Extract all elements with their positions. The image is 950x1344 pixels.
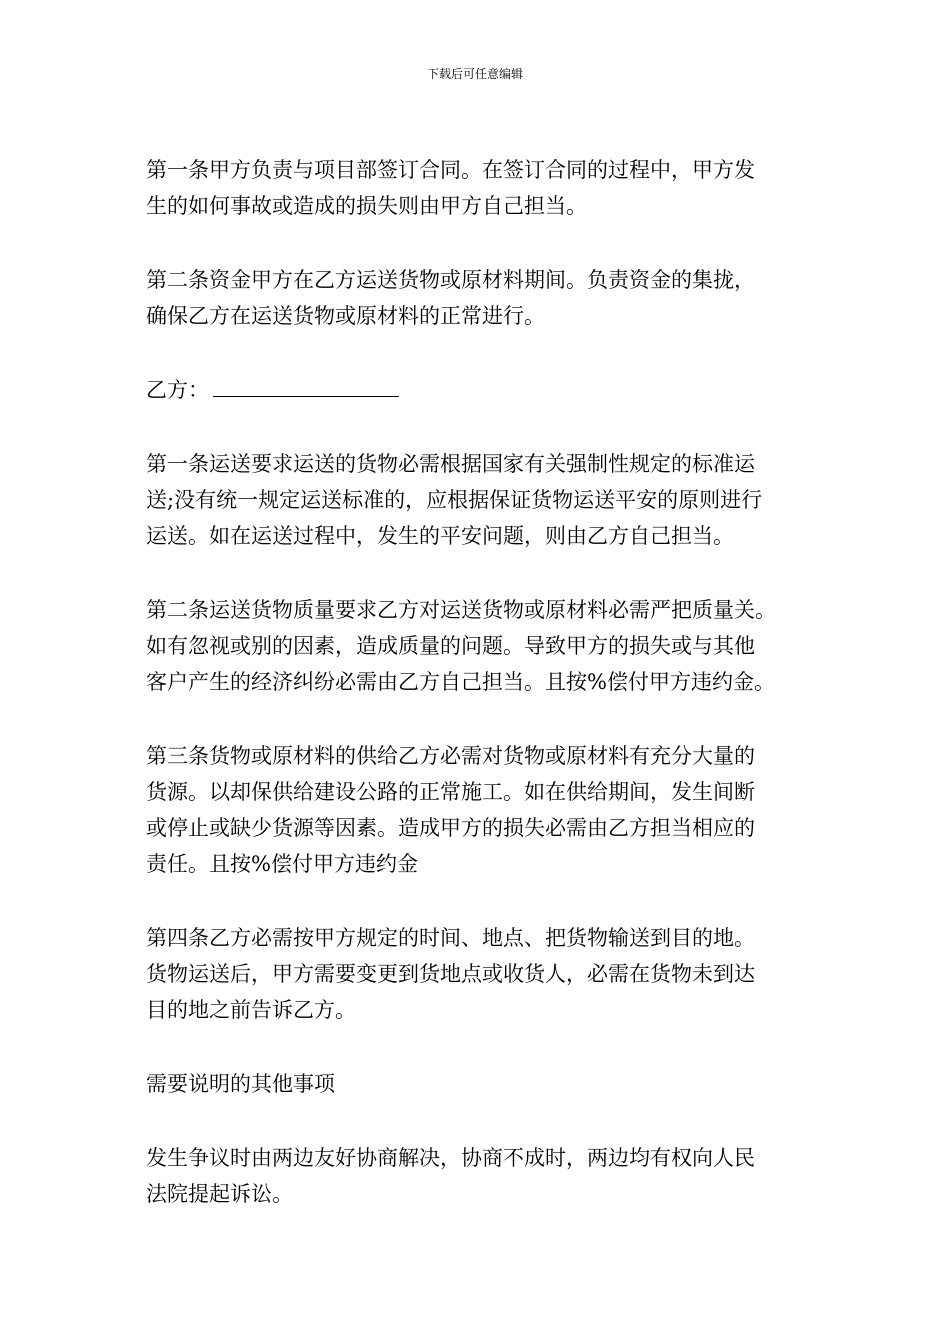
text-line: 或停止或缺少货源等因素。造成甲方的损失必需由乙方担当相应的	[146, 816, 755, 840]
text-line: 第三条货物或原材料的供给乙方必需对货物或原材料有充分大量的	[146, 744, 755, 768]
party-b-label: 乙方：	[146, 378, 209, 402]
clause-party-b-2	[146, 592, 826, 700]
text-line: 客户产生的经济纠纷必需由乙方自己担当。且按%偿付甲方违约金。	[146, 670, 775, 694]
clause-party-a-1	[146, 152, 826, 224]
clause-party-b-3	[146, 738, 826, 882]
text-line: 确保乙方在运送货物或原材料的正常进行。	[146, 304, 545, 328]
text-line: 第一条甲方负责与项目部签订合同。在签订合同的过程中，甲方发	[146, 158, 755, 182]
text-line: 目的地之前告诉乙方。	[146, 998, 356, 1022]
text-line: 货源。以却保供给建设公路的正常施工。如在供给期间，发生间断	[146, 780, 755, 804]
signature-blank-line	[213, 372, 399, 397]
party-b-heading	[146, 372, 826, 408]
text-line: 如有忽视或别的因素，造成质量的问题。导致甲方的损失或与其他	[146, 634, 755, 658]
clause-party-b-1	[146, 446, 826, 554]
text-line: 运送。如在运送过程中，发生的平安问题，则由乙方自己担当。	[146, 524, 734, 548]
text-line: 货物运送后，甲方需要变更到货地点或收货人，必需在货物未到达	[146, 962, 755, 986]
clause-party-b-4	[146, 920, 826, 1028]
text-line: 责任。且按%偿付甲方违约金	[146, 852, 418, 876]
document-body	[146, 152, 826, 1250]
text-line: 第二条资金甲方在乙方运送货物或原材料期间。负责资金的集拢，	[146, 268, 755, 292]
other-matters-heading	[146, 1066, 826, 1102]
text-line: 生的如何事故或造成的损失则由甲方自己担当。	[146, 194, 587, 218]
text-line: 第四条乙方必需按甲方规定的时间、地点、把货物输送到目的地。	[146, 926, 755, 950]
text-line: 第一条运送要求运送的货物必需根据国家有关强制性规定的标准运	[146, 452, 755, 476]
text-line: 发生争议时由两边友好协商解决，协商不成时，两边均有权向人民	[146, 1146, 755, 1170]
page-header: 下载后可任意编辑	[426, 67, 523, 81]
clause-party-a-2	[146, 262, 826, 334]
text-line: 第二条运送货物质量要求乙方对运送货物或原材料必需严把质量关。	[146, 598, 776, 622]
text-line: 送;没有统一规定运送标准的，应根据保证货物运送平安的原则进行	[146, 488, 763, 512]
text-line: 法院提起诉讼。	[146, 1182, 293, 1206]
text-line: 需要说明的其他事项	[146, 1072, 335, 1096]
dispute-resolution	[146, 1140, 826, 1212]
